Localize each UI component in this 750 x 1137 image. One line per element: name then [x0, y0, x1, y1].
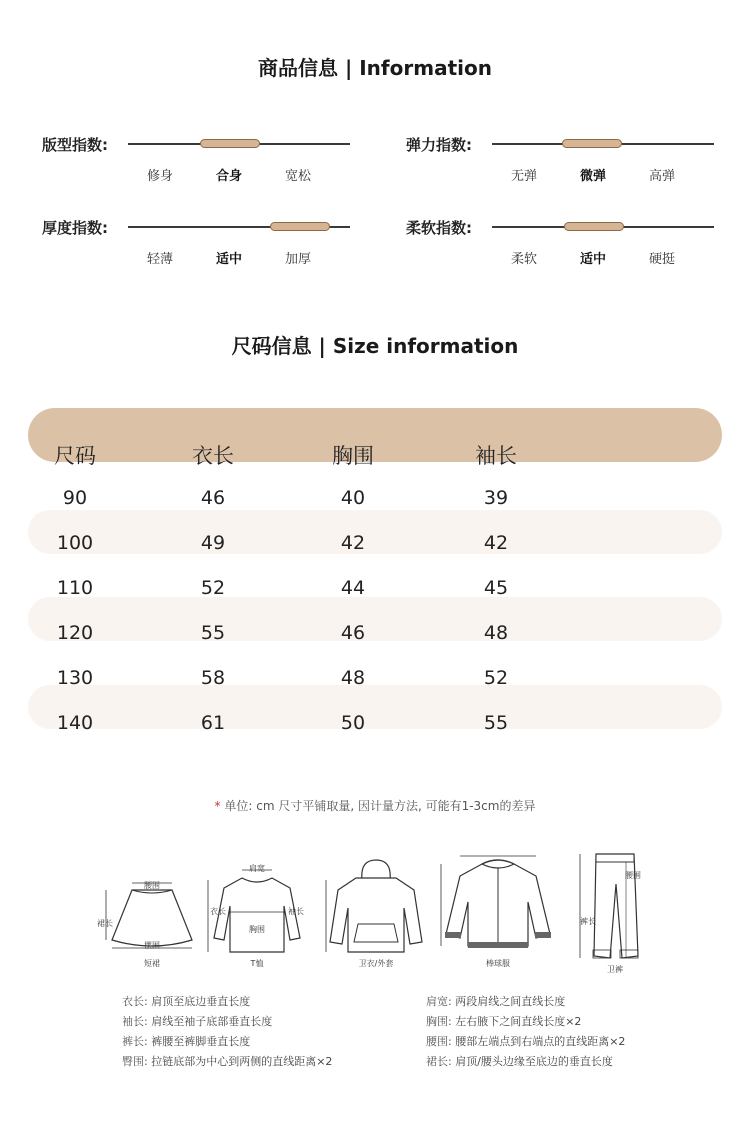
legend-item	[122, 992, 332, 1012]
legend-key: 腰围:	[426, 1035, 452, 1048]
legend-item	[426, 1032, 625, 1052]
fit-option-2: 宽松	[284, 169, 312, 184]
col-header-chest: 胸围	[332, 444, 374, 468]
legend-item	[426, 992, 625, 1012]
thickness-index-meter	[42, 217, 362, 277]
row-band	[28, 510, 722, 554]
cell-size: 90	[62, 487, 88, 509]
skirt-length-label: 裙长	[97, 919, 113, 928]
hoodie-illustration	[322, 856, 430, 970]
softness-index-meter	[406, 217, 726, 277]
stretch-index-meter	[406, 134, 726, 194]
pants-caption: 卫裤	[607, 965, 623, 974]
cell-length: 55	[200, 622, 226, 644]
cell-sleeve: 42	[483, 532, 509, 554]
pants-waist-label: 腰围	[625, 871, 641, 880]
skirt-caption: 短裙	[144, 959, 160, 968]
cell-length: 58	[200, 667, 226, 689]
cell-chest: 46	[340, 622, 366, 644]
thickness-index-label: 厚度指数:	[42, 219, 108, 237]
hoodie-caption: 卫衣/外套	[358, 959, 394, 968]
cell-chest: 48	[340, 667, 366, 689]
legend-value: 两段肩线之间直线长度	[455, 995, 566, 1008]
stretch-index-indicator	[562, 139, 622, 148]
row-band	[28, 597, 722, 641]
stretch-option-1: 微弹	[579, 169, 607, 184]
size-table-header	[28, 408, 722, 462]
cell-sleeve: 52	[483, 667, 509, 689]
cell-sleeve: 48	[483, 622, 509, 644]
cell-length: 49	[200, 532, 226, 554]
legend-key: 裙长:	[426, 1055, 452, 1068]
softness-option-1: 适中	[579, 252, 607, 267]
softness-option-2: 硬挺	[648, 252, 676, 267]
legend-item	[122, 1012, 332, 1032]
tshirt-length-label: 衣长	[210, 907, 226, 916]
size-section-title: 尺码信息 | Size information	[231, 334, 519, 358]
col-header-sleeve: 袖长	[475, 444, 517, 468]
cell-chest: 42	[340, 532, 366, 554]
skirt-waist-label: 腰围	[144, 881, 160, 890]
thickness-option-1: 适中	[215, 252, 243, 267]
legend-item	[426, 1012, 625, 1032]
stretch-option-0: 无弹	[510, 169, 538, 184]
cell-chest: 40	[340, 487, 366, 509]
thickness-option-2: 加厚	[284, 252, 312, 267]
tshirt-chest-label: 胸围	[249, 925, 265, 934]
cell-size: 100	[56, 532, 94, 554]
jacket-diagram	[438, 850, 558, 970]
legend-value: 肩顶/腰头边缘至底边的垂直长度	[455, 1055, 613, 1068]
measurement-legend-left	[122, 992, 332, 1072]
softness-option-0: 柔软	[510, 252, 538, 267]
cell-sleeve: 45	[483, 577, 509, 599]
cell-length: 52	[200, 577, 226, 599]
jacket-caption: 棒球服	[486, 959, 510, 968]
legend-value: 肩顶至底边垂直长度	[151, 995, 251, 1008]
measurement-legend-right	[426, 992, 625, 1072]
softness-index-label: 柔软指数:	[406, 219, 472, 237]
col-header-length: 衣长	[192, 444, 234, 468]
cell-chest: 50	[340, 712, 366, 734]
tshirt-diagram	[204, 860, 310, 970]
legend-key: 衣长:	[122, 995, 148, 1008]
stretch-option-2: 高弹	[648, 169, 676, 184]
cell-size: 130	[56, 667, 94, 689]
pants-length-label: 裤长	[580, 917, 596, 926]
thickness-index-indicator	[270, 222, 330, 231]
col-header-size: 尺码	[54, 444, 96, 468]
skirt-hem-label: 摆围	[144, 941, 160, 950]
legend-value: 肩线至袖子底部垂直长度	[151, 1015, 273, 1028]
legend-item	[122, 1052, 332, 1072]
pants-diagram	[572, 846, 656, 976]
thickness-option-0: 轻薄	[146, 252, 174, 267]
legend-item	[122, 1032, 332, 1052]
cell-size: 140	[56, 712, 94, 734]
hoodie-diagram	[322, 856, 430, 970]
note-star: *	[214, 799, 221, 813]
fit-index-meter	[42, 134, 362, 194]
jacket-illustration	[438, 850, 558, 970]
fit-index-indicator	[200, 139, 260, 148]
fit-index-label: 版型指数:	[42, 136, 108, 154]
legend-key: 裤长:	[122, 1035, 148, 1048]
cell-size: 120	[56, 622, 94, 644]
legend-value: 裤腰至裤脚垂直长度	[151, 1035, 251, 1048]
tshirt-shoulder-label: 肩宽	[249, 864, 265, 873]
legend-key: 臀围:	[122, 1055, 148, 1068]
softness-index-indicator	[564, 222, 624, 231]
info-section-title: 商品信息 | Information	[258, 56, 492, 80]
tshirt-caption: T恤	[250, 959, 264, 968]
legend-value: 腰部左端点到右端点的直线距离×2	[455, 1035, 626, 1048]
legend-key: 胸围:	[426, 1015, 452, 1028]
legend-value: 拉链底部为中心到两侧的直线距离×2	[151, 1055, 333, 1068]
cell-sleeve: 55	[483, 712, 509, 734]
note-text: 单位: cm 尺寸平铺取量, 因计量方法, 可能有1-3cm的差异	[224, 799, 536, 813]
pants-illustration	[572, 846, 656, 976]
fit-option-0: 修身	[146, 169, 174, 184]
legend-item	[426, 1052, 625, 1072]
row-band	[28, 685, 722, 729]
cell-sleeve: 39	[483, 487, 509, 509]
tshirt-sleeve-label: 袖长	[288, 907, 304, 916]
cell-size: 110	[56, 577, 94, 599]
legend-key: 袖长:	[122, 1015, 148, 1028]
cell-length: 46	[200, 487, 226, 509]
fit-option-1: 合身	[215, 169, 243, 184]
legend-key: 肩宽:	[426, 995, 452, 1008]
skirt-diagram	[96, 870, 206, 970]
legend-value: 左右腋下之间直线长度×2	[455, 1015, 582, 1028]
cell-chest: 44	[340, 577, 366, 599]
cell-length: 61	[200, 712, 226, 734]
measurement-note	[0, 797, 750, 814]
stretch-index-label: 弹力指数:	[406, 136, 472, 154]
